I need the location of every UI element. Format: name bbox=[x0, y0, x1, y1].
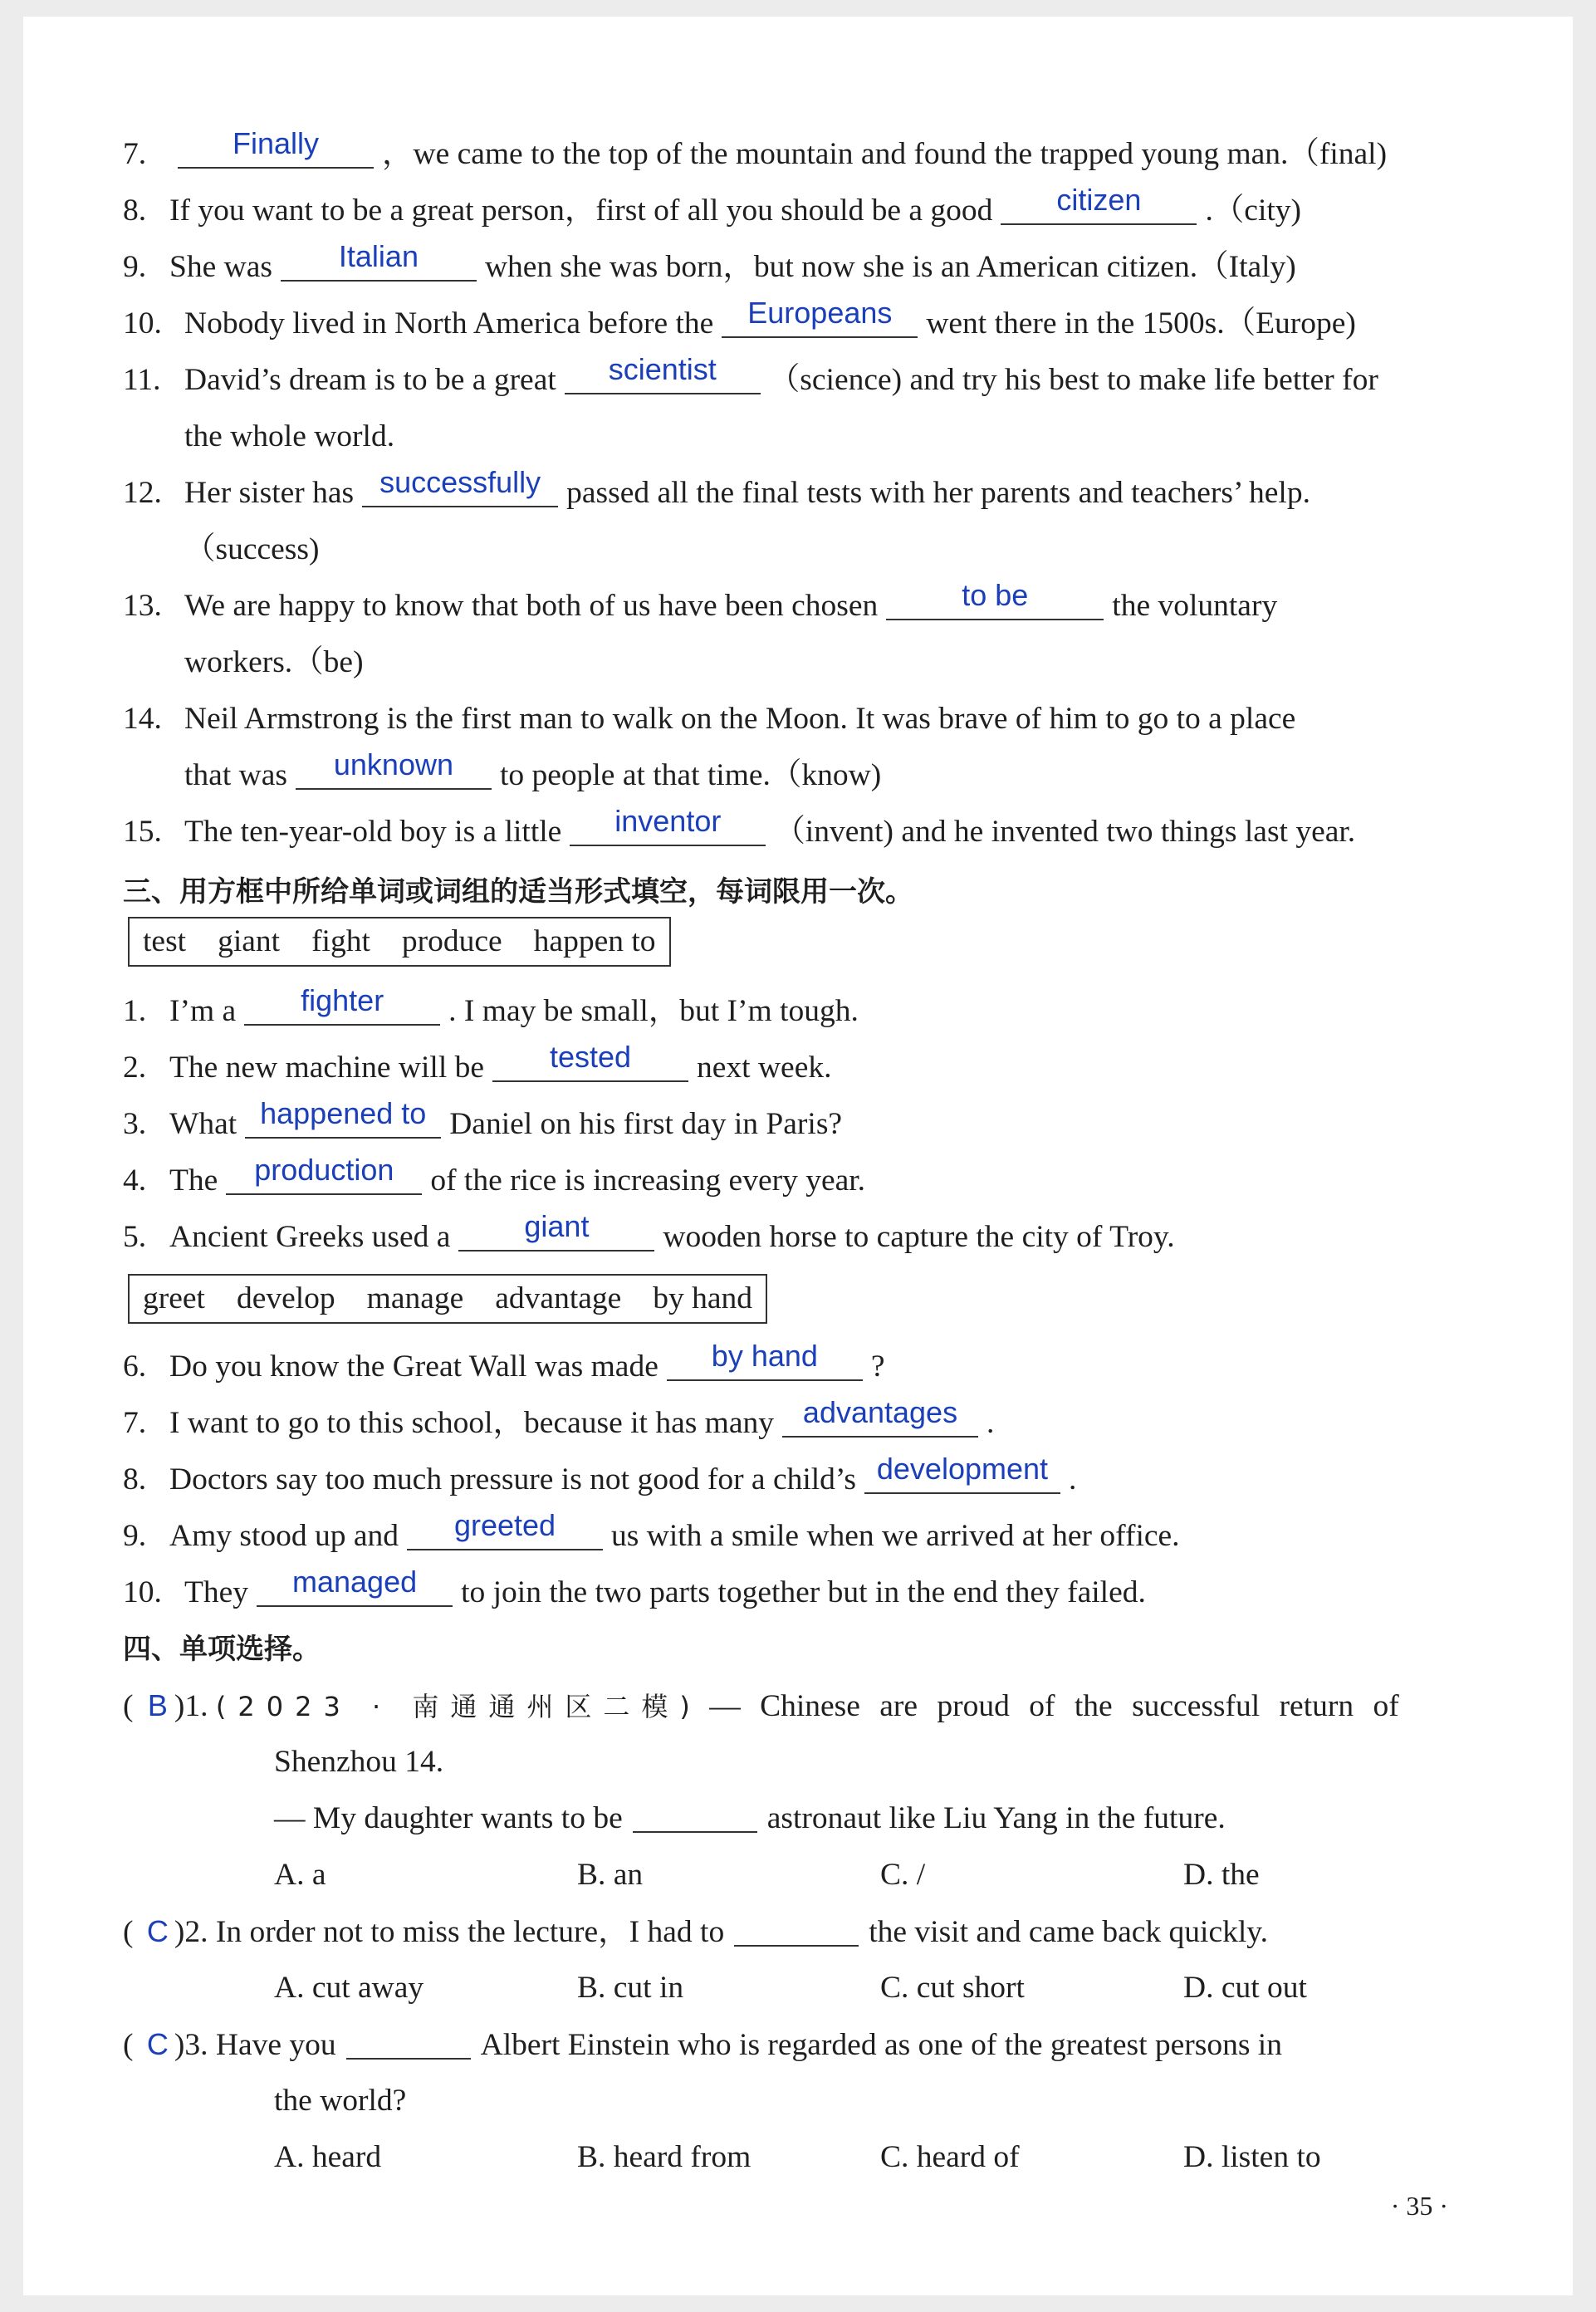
answer-text: greeted bbox=[453, 1508, 556, 1542]
answer-text: Italian bbox=[338, 239, 419, 273]
answer-blank[interactable] bbox=[1001, 183, 1197, 225]
mcq-3-line2: the world? bbox=[274, 2084, 407, 2118]
option-c[interactable]: C. heard of bbox=[880, 2140, 1020, 2174]
word-box-item: greet bbox=[143, 1281, 205, 1315]
question-number: 7. bbox=[123, 1406, 147, 1440]
question-14-continued bbox=[184, 747, 881, 804]
answer-text: advantages bbox=[802, 1395, 958, 1429]
question-text-after: . bbox=[986, 1406, 995, 1440]
question-number: 10. bbox=[123, 1575, 162, 1609]
question-text-after: passed all the final tests with her parents and teachers’ help. bbox=[566, 476, 1310, 510]
question-text: Doctors say too much pressure is not good for a child’s bbox=[169, 1462, 856, 1496]
word-box-item: by hand bbox=[653, 1281, 753, 1315]
question-number: 8. bbox=[123, 1462, 147, 1496]
answer-text: successfully bbox=[379, 465, 541, 499]
fill-question-5 bbox=[123, 1209, 1540, 1266]
question-text: I’m a bbox=[169, 994, 237, 1028]
question-text-after: Daniel on his first day in Paris? bbox=[449, 1107, 843, 1141]
answer-text: citizen bbox=[1056, 183, 1142, 217]
question-text: The ten-year-old boy is a little bbox=[184, 815, 562, 849]
mcq-answer[interactable]: C bbox=[146, 2027, 169, 2061]
question-number: 1. bbox=[123, 994, 147, 1028]
word-box-item: happen to bbox=[533, 924, 656, 958]
answer-text: to be bbox=[962, 578, 1029, 612]
word-box-item: develop bbox=[236, 1281, 335, 1315]
question-text-after: us with a smile when we arrived at her office. bbox=[611, 1519, 1180, 1553]
mcq-number: )1. bbox=[174, 1689, 208, 1723]
question-13-continued: workers.（be) bbox=[184, 645, 364, 679]
mcq-text-after: the visit and came back quickly. bbox=[869, 1915, 1268, 1949]
option-b[interactable]: B. cut in bbox=[577, 1971, 684, 2005]
answer-blank[interactable] bbox=[245, 1096, 441, 1139]
answer-text: inventor bbox=[614, 804, 722, 838]
mcq-number: )3. bbox=[174, 2028, 208, 2062]
question-number: 6. bbox=[123, 1349, 147, 1384]
answer-text: by hand bbox=[711, 1339, 818, 1373]
fill-question-1 bbox=[123, 983, 1540, 1040]
fill-question-6 bbox=[123, 1339, 1540, 1395]
question-text: Amy stood up and bbox=[169, 1519, 399, 1553]
answer-text: production bbox=[254, 1153, 394, 1187]
question-text: We are happy to know that both of us have been chosen bbox=[184, 589, 879, 623]
question-text-after: of the rice is increasing every year. bbox=[430, 1163, 866, 1198]
word-box-item: produce bbox=[401, 924, 502, 958]
answer-text: scientist bbox=[608, 352, 717, 386]
answer-blank[interactable] bbox=[281, 239, 477, 282]
question-text: that was bbox=[184, 758, 287, 792]
question-12-continued: （success) bbox=[184, 532, 320, 566]
worksheet-page bbox=[23, 17, 1573, 2295]
option-c[interactable]: C. cut short bbox=[880, 1971, 1025, 2005]
question-text: She was bbox=[169, 250, 272, 284]
word-box-item: manage bbox=[366, 1281, 464, 1315]
paren-open: ( bbox=[123, 1915, 134, 1949]
fill-question-7 bbox=[123, 1395, 1540, 1452]
answer-blank[interactable] bbox=[722, 296, 918, 338]
question-13 bbox=[123, 578, 1540, 634]
question-12 bbox=[123, 465, 1540, 522]
word-box-item: advantage bbox=[495, 1281, 622, 1315]
question-number: 14. bbox=[123, 702, 162, 736]
option-b[interactable]: B. heard from bbox=[577, 2140, 751, 2174]
question-text: What bbox=[169, 1107, 237, 1141]
fill-question-8 bbox=[123, 1452, 1540, 1508]
question-number: 7. bbox=[123, 137, 147, 171]
answer-blank[interactable] bbox=[226, 1153, 422, 1195]
mcq-blank[interactable] bbox=[633, 1795, 757, 1833]
question-text-after: （science) and try his best to make life better for bbox=[768, 363, 1378, 397]
question-number: 4. bbox=[123, 1163, 147, 1198]
word-box-2 bbox=[128, 1274, 767, 1324]
option-a[interactable]: A. a bbox=[274, 1858, 326, 1892]
question-text: I want to go to this school，because it has many bbox=[169, 1406, 774, 1440]
option-b[interactable]: B. an bbox=[577, 1858, 644, 1892]
fill-question-2 bbox=[123, 1040, 1540, 1096]
question-text: David’s dream is to be a great bbox=[184, 363, 556, 397]
fill-question-4 bbox=[123, 1153, 1540, 1209]
answer-text: Finally bbox=[232, 126, 320, 160]
question-text-after: went there in the 1500s.（Europe) bbox=[926, 306, 1356, 340]
mcq-1-options bbox=[274, 1847, 1486, 1903]
mcq-text-after: astronaut like Liu Yang in the future. bbox=[766, 1801, 1226, 1835]
question-text-after: to join the two parts together but in the end they failed. bbox=[461, 1575, 1146, 1609]
page-number: · 35 · bbox=[1390, 2191, 1448, 2221]
question-text: The new machine will be bbox=[169, 1051, 485, 1085]
mcq-answer[interactable]: C bbox=[146, 1914, 169, 1948]
answer-blank[interactable] bbox=[570, 804, 766, 846]
answer-blank[interactable] bbox=[178, 126, 374, 169]
question-number: 13. bbox=[123, 589, 162, 623]
answer-blank[interactable] bbox=[667, 1339, 863, 1381]
question-text-after: . bbox=[1068, 1462, 1077, 1496]
question-text-after: when she was born，but now she is an American citizen.（Italy) bbox=[484, 250, 1296, 284]
question-number: 9. bbox=[123, 250, 147, 284]
question-number: 10. bbox=[123, 306, 162, 340]
answer-blank[interactable] bbox=[886, 578, 1104, 620]
fill-question-3 bbox=[123, 1096, 1540, 1153]
paren-open: ( bbox=[123, 2028, 134, 2062]
question-number: 15. bbox=[123, 815, 162, 849]
answer-blank[interactable] bbox=[492, 1040, 688, 1082]
answer-text: tested bbox=[549, 1040, 632, 1074]
answer-text: giant bbox=[524, 1209, 590, 1243]
mcq-1 bbox=[123, 1678, 1540, 1735]
mcq-text: — Chinese are proud of the successful return of bbox=[709, 1689, 1399, 1723]
option-a[interactable]: A. heard bbox=[274, 2140, 382, 2174]
question-text: The bbox=[169, 1163, 218, 1198]
question-text-after: to people at that time.（know) bbox=[499, 758, 882, 792]
question-text: Her sister has bbox=[184, 476, 355, 510]
question-text-after: next week. bbox=[697, 1051, 832, 1085]
question-11-continued: the whole world. bbox=[184, 419, 395, 453]
mcq-1-line3 bbox=[274, 1790, 1226, 1847]
answer-blank[interactable] bbox=[458, 1209, 654, 1252]
question-text: Do you know the Great Wall was made bbox=[169, 1349, 658, 1384]
answer-text: development bbox=[876, 1452, 1049, 1486]
paren-open: ( bbox=[123, 1689, 134, 1723]
question-8 bbox=[123, 183, 1540, 239]
word-box-item: test bbox=[143, 924, 187, 958]
section-4-title: 四、单项选择。 bbox=[123, 1633, 321, 1666]
option-d[interactable]: D. the bbox=[1183, 1858, 1260, 1892]
fill-question-10 bbox=[123, 1565, 1540, 1621]
fill-question-9 bbox=[123, 1508, 1540, 1565]
option-a[interactable]: A. cut away bbox=[274, 1971, 424, 2005]
mcq-source: (2023 · 南通通州区二模) bbox=[215, 1691, 702, 1722]
mcq-text: Have you bbox=[215, 2028, 336, 2062]
mcq-3 bbox=[123, 2016, 1540, 2074]
question-text: Ancient Greeks used a bbox=[169, 1220, 451, 1254]
answer-text: managed bbox=[292, 1565, 418, 1599]
answer-blank[interactable] bbox=[864, 1452, 1060, 1494]
question-text-after: （invent) and he invented two things last year. bbox=[774, 815, 1356, 849]
word-box-item: giant bbox=[218, 924, 281, 958]
answer-blank[interactable] bbox=[362, 465, 558, 507]
answer-blank[interactable] bbox=[782, 1395, 978, 1438]
question-text: If you want to be a great person，first of all you should be a good bbox=[169, 193, 993, 228]
question-15 bbox=[123, 804, 1540, 860]
mcq-blank[interactable] bbox=[346, 2021, 471, 2060]
option-d[interactable]: D. listen to bbox=[1183, 2140, 1321, 2174]
answer-blank[interactable] bbox=[244, 983, 440, 1026]
question-text: They bbox=[184, 1575, 249, 1609]
answer-blank[interactable] bbox=[257, 1565, 453, 1607]
mcq-blank[interactable] bbox=[734, 1908, 859, 1947]
question-number: 12. bbox=[123, 476, 162, 510]
answer-text: fighter bbox=[301, 983, 384, 1017]
question-7 bbox=[123, 126, 1540, 183]
mcq-2 bbox=[123, 1903, 1540, 1961]
mcq-number: )2. bbox=[174, 1915, 208, 1949]
question-9 bbox=[123, 239, 1540, 296]
question-number: 8. bbox=[123, 193, 147, 228]
question-number: 3. bbox=[123, 1107, 147, 1141]
mcq-text: — My daughter wants to be bbox=[274, 1801, 623, 1835]
question-11 bbox=[123, 352, 1540, 409]
question-10 bbox=[123, 296, 1540, 352]
answer-blank[interactable] bbox=[565, 352, 761, 394]
answer-blank[interactable] bbox=[407, 1508, 603, 1550]
option-d[interactable]: D. cut out bbox=[1183, 1971, 1307, 2005]
word-box-1 bbox=[128, 917, 671, 967]
question-text: Nobody lived in North America before the bbox=[184, 306, 714, 340]
option-c[interactable]: C. / bbox=[880, 1858, 926, 1892]
answer-text: happened to bbox=[260, 1096, 427, 1130]
answer-text: unknown bbox=[333, 747, 453, 781]
question-text-after: wooden horse to capture the city of Troy. bbox=[663, 1220, 1175, 1254]
question-number: 5. bbox=[123, 1220, 147, 1254]
question-text-after: the voluntary bbox=[1112, 589, 1278, 623]
mcq-text-after: Albert Einstein who is regarded as one of the greatest persons in bbox=[480, 2028, 1282, 2062]
answer-blank[interactable] bbox=[296, 747, 492, 790]
mcq-1-line2: Shenzhou 14. bbox=[274, 1745, 444, 1779]
question-text-after: .（city) bbox=[1205, 193, 1302, 228]
word-box-item: fight bbox=[311, 924, 370, 958]
section-3-title: 三、用方框中所给单词或词组的适当形式填空，每词限用一次。 bbox=[123, 875, 913, 909]
mcq-text: In order not to miss the lecture，I had to bbox=[215, 1915, 725, 1949]
question-number: 2. bbox=[123, 1051, 147, 1085]
question-number: 9. bbox=[123, 1519, 147, 1553]
mcq-2-options bbox=[274, 1960, 1486, 2016]
question-text-after: ? bbox=[870, 1349, 885, 1384]
mcq-3-options bbox=[274, 2129, 1486, 2186]
answer-text: Europeans bbox=[747, 296, 893, 330]
question-text: ，we came to the top of the mountain and found the trapped young man.（final) bbox=[382, 137, 1388, 171]
question-text-after: . I may be small，but I’m tough. bbox=[448, 994, 859, 1028]
question-number: 11. bbox=[123, 363, 161, 397]
mcq-answer[interactable]: B bbox=[147, 1688, 168, 1722]
question-text: Neil Armstrong is the first man to walk on the Moon. It was brave of him to go to a place bbox=[184, 702, 1296, 736]
question-14 bbox=[123, 691, 1540, 747]
